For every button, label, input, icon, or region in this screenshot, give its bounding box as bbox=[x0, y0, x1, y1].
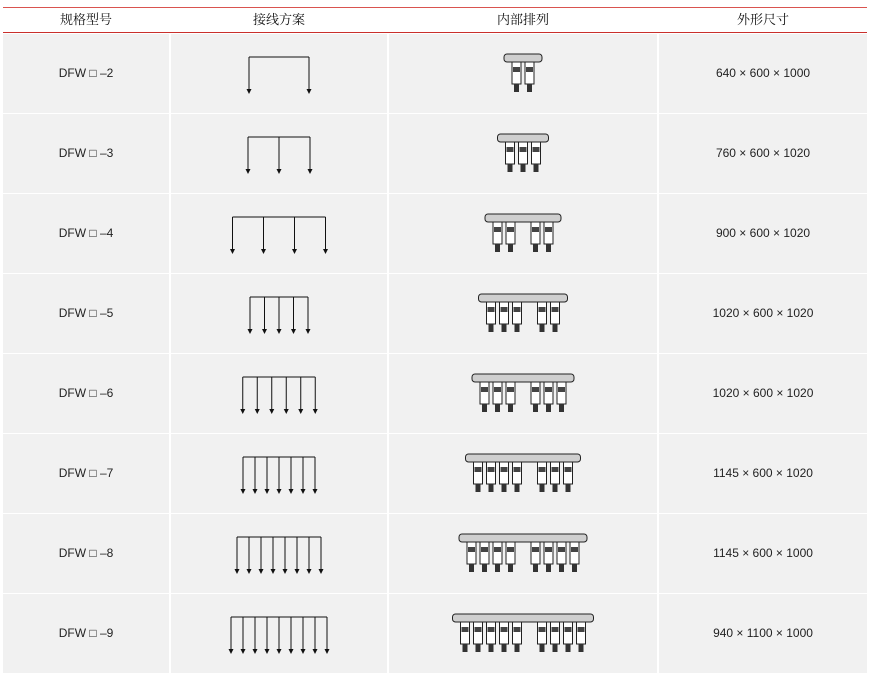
arrow-down-icon bbox=[241, 649, 246, 654]
cable-terminal bbox=[489, 324, 494, 332]
wiring-cell bbox=[171, 434, 387, 513]
arrow-down-icon bbox=[307, 569, 312, 574]
arrow-down-icon bbox=[301, 649, 306, 654]
wiring-diagram bbox=[171, 274, 387, 353]
switch-unit bbox=[487, 462, 496, 484]
switch-unit bbox=[551, 622, 560, 644]
switch-unit bbox=[564, 622, 573, 644]
switch-mechanism bbox=[501, 467, 508, 472]
internal-layout-drawing bbox=[389, 514, 657, 593]
switch-mechanism bbox=[565, 627, 572, 632]
switch-unit bbox=[557, 542, 566, 564]
wiring-diagram bbox=[171, 194, 387, 273]
bus-tube bbox=[498, 134, 549, 142]
layout-cell bbox=[389, 434, 657, 513]
switch-unit bbox=[531, 382, 540, 404]
bus-tube bbox=[485, 214, 561, 222]
layout-cell bbox=[389, 194, 657, 273]
switch-mechanism bbox=[507, 227, 514, 232]
cable-terminal bbox=[476, 484, 481, 492]
arrow-down-icon bbox=[230, 249, 235, 254]
bus-tube bbox=[472, 374, 574, 382]
model-cell bbox=[3, 354, 169, 433]
bus-tube bbox=[504, 54, 542, 62]
switch-mechanism bbox=[514, 627, 521, 632]
header-layout: 内部排列 bbox=[496, 12, 549, 27]
table-row bbox=[3, 274, 867, 353]
switch-unit bbox=[538, 462, 547, 484]
table-row bbox=[3, 434, 867, 513]
switch-mechanism bbox=[533, 147, 540, 152]
switch-unit bbox=[525, 62, 534, 84]
switch-mechanism bbox=[507, 547, 514, 552]
cable-terminal bbox=[553, 484, 558, 492]
switch-unit bbox=[538, 622, 547, 644]
switch-mechanism bbox=[526, 67, 533, 72]
dimensions-text: 1145 × 600 × 1020 bbox=[713, 466, 813, 480]
switch-unit bbox=[519, 142, 528, 164]
wiring-diagram bbox=[171, 354, 387, 433]
switch-mechanism bbox=[488, 307, 495, 312]
switch-mechanism bbox=[545, 387, 552, 392]
bus-tube bbox=[459, 534, 587, 542]
switch-mechanism bbox=[475, 467, 482, 472]
switch-mechanism bbox=[462, 627, 469, 632]
dimensions-cell bbox=[659, 274, 867, 353]
dimensions-text: 1020 × 600 × 1020 bbox=[712, 386, 814, 400]
model-text: DFW □ –8 bbox=[58, 546, 114, 560]
cable-terminal bbox=[495, 404, 500, 412]
internal-layout-drawing bbox=[389, 114, 657, 193]
switch-unit bbox=[532, 142, 541, 164]
cable-terminal bbox=[514, 84, 519, 92]
switch-mechanism bbox=[494, 547, 501, 552]
table-header bbox=[3, 8, 867, 32]
switch-mechanism bbox=[488, 467, 495, 472]
wiring-cell bbox=[171, 34, 387, 113]
switch-unit bbox=[474, 462, 483, 484]
arrow-down-icon bbox=[284, 409, 289, 414]
table-row bbox=[3, 514, 867, 593]
switch-mechanism bbox=[571, 547, 578, 552]
dimensions-cell bbox=[659, 434, 867, 513]
switch-mechanism bbox=[565, 467, 572, 472]
cable-terminal bbox=[515, 324, 520, 332]
switch-unit bbox=[506, 542, 515, 564]
dimensions-text: 760 × 600 × 1020 bbox=[715, 146, 811, 160]
header-dimensions: 外形尺寸 bbox=[736, 12, 789, 27]
arrow-down-icon bbox=[229, 649, 234, 654]
cable-terminal bbox=[559, 564, 564, 572]
switch-mechanism bbox=[514, 467, 521, 472]
switch-mechanism bbox=[539, 467, 546, 472]
model-text: DFW □ –3 bbox=[58, 146, 114, 160]
wiring-cell bbox=[171, 194, 387, 273]
switch-mechanism bbox=[558, 387, 565, 392]
cable-terminal bbox=[489, 644, 494, 652]
switch-mechanism bbox=[552, 627, 559, 632]
model-text: DFW □ –5 bbox=[58, 306, 114, 320]
arrow-down-icon bbox=[313, 489, 318, 494]
switch-mechanism bbox=[545, 547, 552, 552]
cable-terminal bbox=[482, 564, 487, 572]
table-row bbox=[3, 34, 867, 113]
arrow-down-icon bbox=[253, 489, 258, 494]
switch-unit bbox=[467, 542, 476, 564]
switch-unit bbox=[570, 542, 579, 564]
switch-mechanism bbox=[501, 627, 508, 632]
switch-unit bbox=[544, 222, 553, 244]
cable-terminal bbox=[540, 644, 545, 652]
model-text: DFW □ –9 bbox=[58, 626, 114, 640]
wiring-diagram bbox=[171, 514, 387, 593]
switch-unit bbox=[493, 542, 502, 564]
model-text: DFW □ –4 bbox=[58, 226, 114, 240]
dimensions-cell bbox=[659, 514, 867, 593]
dimensions-cell bbox=[659, 114, 867, 193]
switch-mechanism bbox=[552, 467, 559, 472]
switch-mechanism bbox=[578, 627, 585, 632]
wiring-cell bbox=[171, 594, 387, 673]
cable-terminal bbox=[540, 324, 545, 332]
cable-terminal bbox=[534, 164, 539, 172]
dimensions-cell bbox=[659, 354, 867, 433]
arrow-down-icon bbox=[289, 489, 294, 494]
cable-terminal bbox=[508, 404, 513, 412]
model-cell bbox=[3, 434, 169, 513]
cable-terminal bbox=[489, 484, 494, 492]
internal-layout-drawing bbox=[389, 594, 657, 673]
cable-terminal bbox=[553, 324, 558, 332]
switch-unit bbox=[513, 622, 522, 644]
cable-terminal bbox=[546, 244, 551, 252]
arrow-down-icon bbox=[253, 649, 258, 654]
cable-terminal bbox=[546, 404, 551, 412]
cable-terminal bbox=[533, 244, 538, 252]
internal-layout-drawing bbox=[389, 34, 657, 113]
arrow-down-icon bbox=[319, 569, 324, 574]
switch-mechanism bbox=[507, 387, 514, 392]
arrow-down-icon bbox=[308, 169, 313, 174]
cable-terminal bbox=[482, 404, 487, 412]
arrow-down-icon bbox=[306, 329, 311, 334]
cable-terminal bbox=[508, 564, 513, 572]
dimensions-cell bbox=[659, 34, 867, 113]
layout-cell bbox=[389, 114, 657, 193]
bus-tube bbox=[479, 294, 568, 302]
switch-mechanism bbox=[488, 627, 495, 632]
model-text: DFW □ –7 bbox=[58, 466, 114, 480]
switch-mechanism bbox=[501, 307, 508, 312]
wiring-diagram bbox=[171, 434, 387, 513]
arrow-down-icon bbox=[247, 569, 252, 574]
switch-unit bbox=[551, 302, 560, 324]
cable-terminal bbox=[469, 564, 474, 572]
arrow-down-icon bbox=[323, 249, 328, 254]
switch-unit bbox=[513, 302, 522, 324]
model-cell bbox=[3, 594, 169, 673]
arrow-down-icon bbox=[277, 489, 282, 494]
cable-terminal bbox=[502, 484, 507, 492]
switch-mechanism bbox=[513, 67, 520, 72]
model-cell bbox=[3, 194, 169, 273]
dimensions-text: 940 × 1100 × 1000 bbox=[713, 626, 813, 640]
arrow-down-icon bbox=[307, 89, 312, 94]
switch-mechanism bbox=[507, 147, 514, 152]
arrow-down-icon bbox=[259, 569, 264, 574]
cable-terminal bbox=[533, 564, 538, 572]
cable-terminal bbox=[527, 84, 532, 92]
switch-unit bbox=[544, 542, 553, 564]
arrow-down-icon bbox=[313, 409, 318, 414]
layout-cell bbox=[389, 34, 657, 113]
cable-terminal bbox=[508, 164, 513, 172]
switch-unit bbox=[461, 622, 470, 644]
cable-terminal bbox=[533, 404, 538, 412]
cable-terminal bbox=[508, 244, 513, 252]
switch-unit bbox=[577, 622, 586, 644]
wiring-diagram bbox=[171, 594, 387, 673]
arrow-down-icon bbox=[292, 249, 297, 254]
cable-terminal bbox=[495, 564, 500, 572]
layout-cell bbox=[389, 354, 657, 433]
cable-terminal bbox=[502, 324, 507, 332]
cable-terminal bbox=[579, 644, 584, 652]
switch-unit bbox=[551, 462, 560, 484]
arrow-down-icon bbox=[277, 329, 282, 334]
switch-unit bbox=[506, 222, 515, 244]
cable-terminal bbox=[572, 564, 577, 572]
dimensions-text: 900 × 600 × 1020 bbox=[715, 226, 811, 240]
cable-terminal bbox=[540, 484, 545, 492]
switch-unit bbox=[500, 462, 509, 484]
wiring-cell bbox=[171, 514, 387, 593]
arrow-down-icon bbox=[269, 409, 274, 414]
switch-unit bbox=[531, 222, 540, 244]
arrow-down-icon bbox=[247, 89, 252, 94]
bus-tube bbox=[453, 614, 594, 622]
model-cell bbox=[3, 274, 169, 353]
switch-mechanism bbox=[475, 627, 482, 632]
table-row bbox=[3, 114, 867, 193]
dimensions-text: 640 × 600 × 1000 bbox=[715, 66, 811, 80]
arrow-down-icon bbox=[291, 329, 296, 334]
switch-unit bbox=[480, 542, 489, 564]
switch-unit bbox=[506, 142, 515, 164]
switch-unit bbox=[512, 62, 521, 84]
arrow-down-icon bbox=[241, 489, 246, 494]
bus-tube bbox=[466, 454, 581, 462]
arrow-down-icon bbox=[248, 329, 253, 334]
switch-unit bbox=[506, 382, 515, 404]
switch-unit bbox=[487, 302, 496, 324]
header-rule bbox=[3, 32, 867, 33]
switch-mechanism bbox=[520, 147, 527, 152]
switch-mechanism bbox=[552, 307, 559, 312]
dimensions-cell bbox=[659, 194, 867, 273]
internal-layout-drawing bbox=[389, 354, 657, 433]
dimensions-cell bbox=[659, 594, 867, 673]
internal-layout-drawing bbox=[389, 274, 657, 353]
cable-terminal bbox=[566, 644, 571, 652]
switch-mechanism bbox=[532, 227, 539, 232]
cable-terminal bbox=[566, 484, 571, 492]
switch-unit bbox=[564, 462, 573, 484]
arrow-down-icon bbox=[265, 489, 270, 494]
switch-unit bbox=[480, 382, 489, 404]
header-model: 规格型号 bbox=[59, 12, 112, 27]
switch-mechanism bbox=[468, 547, 475, 552]
cable-terminal bbox=[553, 644, 558, 652]
model-cell bbox=[3, 514, 169, 593]
cable-terminal bbox=[521, 164, 526, 172]
wiring-cell bbox=[171, 274, 387, 353]
model-cell bbox=[3, 114, 169, 193]
arrow-down-icon bbox=[235, 569, 240, 574]
switch-unit bbox=[487, 622, 496, 644]
wiring-diagram bbox=[171, 34, 387, 113]
switch-mechanism bbox=[545, 227, 552, 232]
switch-unit bbox=[544, 382, 553, 404]
arrow-down-icon bbox=[277, 649, 282, 654]
switch-unit bbox=[557, 382, 566, 404]
switch-mechanism bbox=[481, 547, 488, 552]
arrow-down-icon bbox=[295, 569, 300, 574]
switch-unit bbox=[493, 222, 502, 244]
arrow-down-icon bbox=[325, 649, 330, 654]
arrow-down-icon bbox=[313, 649, 318, 654]
switch-mechanism bbox=[532, 547, 539, 552]
arrow-down-icon bbox=[298, 409, 303, 414]
switch-unit bbox=[513, 462, 522, 484]
arrow-down-icon bbox=[255, 409, 260, 414]
table-row bbox=[3, 594, 867, 673]
wiring-cell bbox=[171, 354, 387, 433]
switch-mechanism bbox=[532, 387, 539, 392]
dimensions-text: 1020 × 600 × 1020 bbox=[712, 306, 814, 320]
model-text: DFW □ –6 bbox=[58, 386, 114, 400]
switch-mechanism bbox=[481, 387, 488, 392]
switch-unit bbox=[500, 302, 509, 324]
cable-terminal bbox=[515, 644, 520, 652]
arrow-down-icon bbox=[289, 649, 294, 654]
cable-terminal bbox=[559, 404, 564, 412]
arrow-down-icon bbox=[283, 569, 288, 574]
arrow-down-icon bbox=[240, 409, 245, 414]
internal-layout-drawing bbox=[389, 194, 657, 273]
layout-cell bbox=[389, 514, 657, 593]
switch-mechanism bbox=[558, 547, 565, 552]
switch-unit bbox=[474, 622, 483, 644]
wiring-diagram bbox=[171, 114, 387, 193]
arrow-down-icon bbox=[265, 649, 270, 654]
arrow-down-icon bbox=[301, 489, 306, 494]
cable-terminal bbox=[463, 644, 468, 652]
layout-cell bbox=[389, 594, 657, 673]
switch-mechanism bbox=[539, 307, 546, 312]
header-wiring: 接线方案 bbox=[252, 12, 305, 27]
table-row bbox=[3, 354, 867, 433]
switch-unit bbox=[538, 302, 547, 324]
arrow-down-icon bbox=[277, 169, 282, 174]
switch-mechanism bbox=[494, 227, 501, 232]
table-row bbox=[3, 194, 867, 273]
dimensions-text: 1145 × 600 × 1000 bbox=[713, 546, 813, 560]
model-cell bbox=[3, 34, 169, 113]
switch-unit bbox=[531, 542, 540, 564]
model-text: DFW □ –2 bbox=[58, 66, 114, 80]
cable-terminal bbox=[546, 564, 551, 572]
switch-unit bbox=[493, 382, 502, 404]
switch-mechanism bbox=[514, 307, 521, 312]
switch-unit bbox=[500, 622, 509, 644]
cable-terminal bbox=[495, 244, 500, 252]
switch-mechanism bbox=[539, 627, 546, 632]
internal-layout-drawing bbox=[389, 434, 657, 513]
cable-terminal bbox=[476, 644, 481, 652]
cable-terminal bbox=[515, 484, 520, 492]
arrow-down-icon bbox=[271, 569, 276, 574]
arrow-down-icon bbox=[262, 329, 267, 334]
cable-terminal bbox=[502, 644, 507, 652]
arrow-down-icon bbox=[261, 249, 266, 254]
wiring-cell bbox=[171, 114, 387, 193]
switch-mechanism bbox=[494, 387, 501, 392]
layout-cell bbox=[389, 274, 657, 353]
arrow-down-icon bbox=[246, 169, 251, 174]
